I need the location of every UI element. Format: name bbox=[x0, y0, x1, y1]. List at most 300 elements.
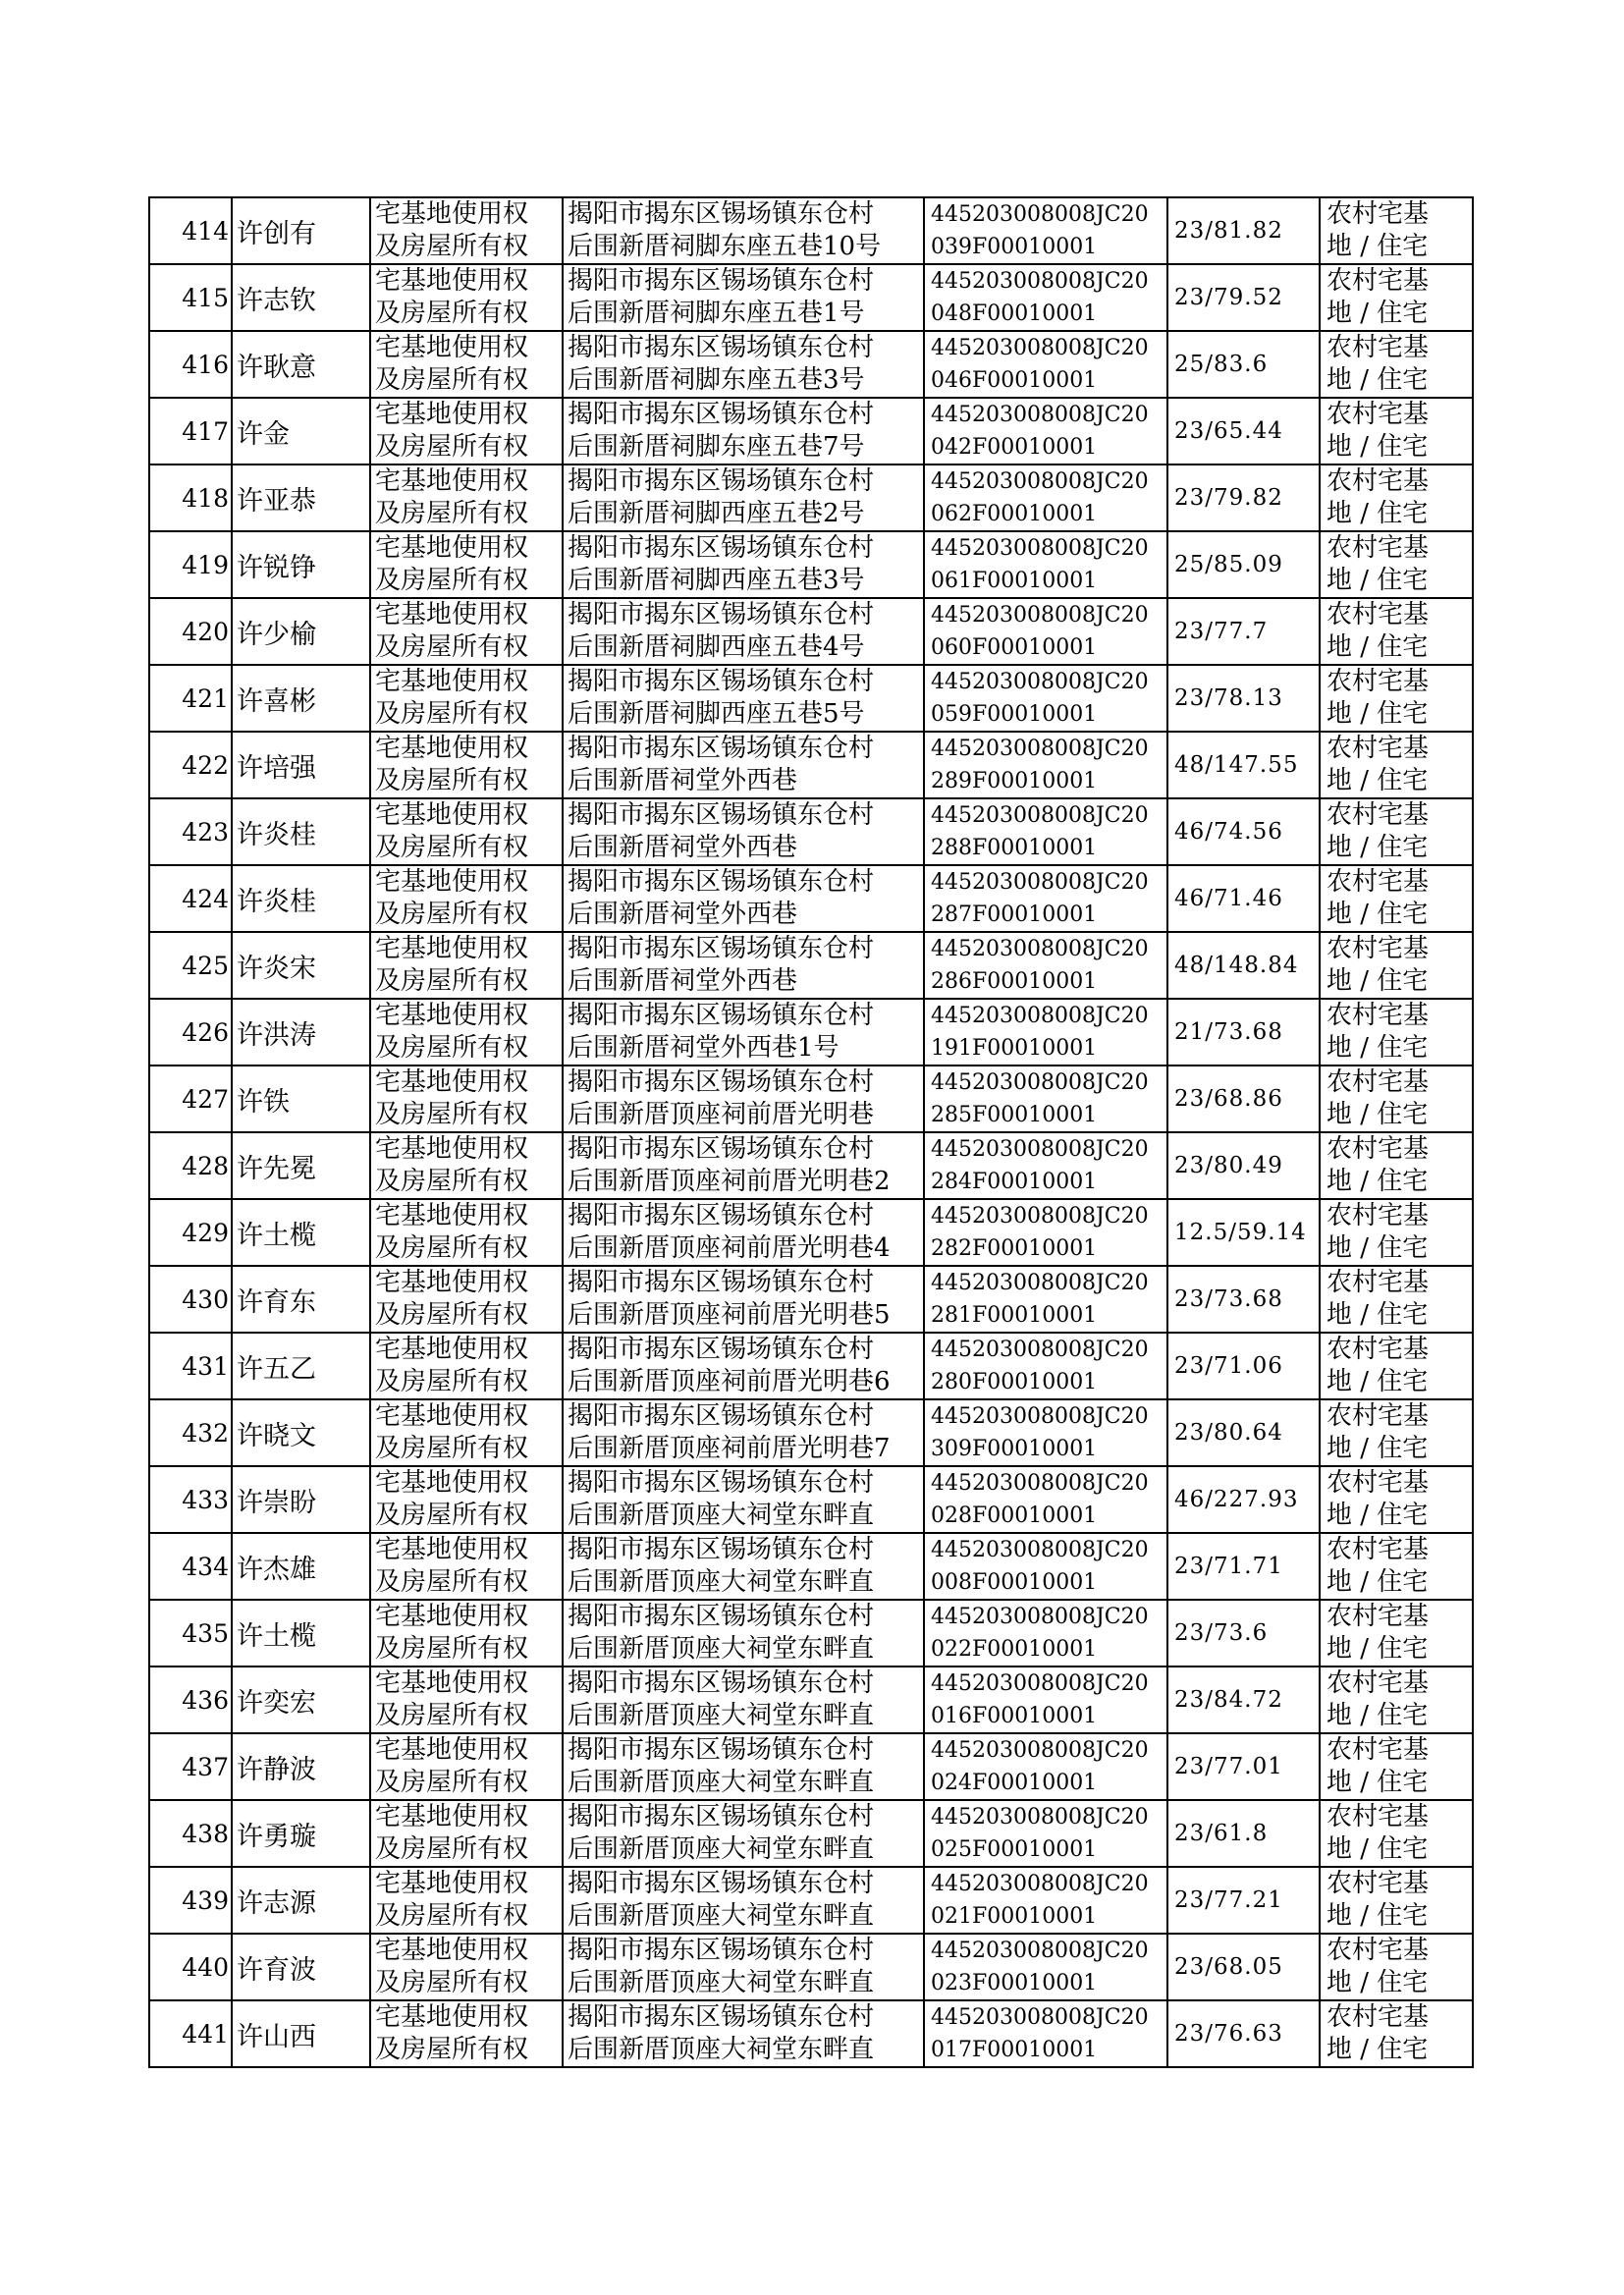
right-type-text: 宅基地使用权 bbox=[375, 1668, 529, 1698]
row-number-text: 421 bbox=[182, 683, 229, 713]
location-text: 揭阳市揭东区锡场镇东仓村 bbox=[568, 1201, 875, 1230]
location-text: 后围新厝祠堂外西巷 bbox=[568, 766, 798, 795]
unit-code-text: 285F00010001 bbox=[931, 1103, 1098, 1127]
area-text: 23/65.44 bbox=[1174, 417, 1283, 444]
usage-text: 地 / 住宅 bbox=[1326, 1567, 1429, 1597]
right-type-cell bbox=[370, 732, 563, 798]
usage-text: 农村宅基 bbox=[1326, 2002, 1430, 2032]
unit-code-text: 059F00010001 bbox=[931, 702, 1098, 727]
usage-text: 地 / 住宅 bbox=[1326, 1100, 1429, 1129]
table-row bbox=[149, 1667, 1473, 1733]
owner-name-text: 许耿意 bbox=[237, 352, 316, 383]
area-text: 23/80.49 bbox=[1174, 1152, 1283, 1178]
row-number-cell bbox=[149, 1600, 232, 1667]
row-number-text: 432 bbox=[182, 1418, 229, 1448]
location-text: 后围新厝祠脚西座五巷4号 bbox=[568, 632, 865, 662]
location-cell bbox=[563, 1132, 924, 1199]
right-type-text: 宅基地使用权 bbox=[375, 1602, 529, 1631]
owner-name-text: 许静波 bbox=[237, 1754, 316, 1785]
right-type-cell bbox=[370, 1266, 563, 1333]
right-type-text: 宅基地使用权 bbox=[375, 199, 529, 229]
unit-code-cell bbox=[924, 1934, 1167, 2000]
location-text: 揭阳市揭东区锡场镇东仓村 bbox=[568, 734, 875, 763]
usage-text: 农村宅基 bbox=[1326, 333, 1430, 362]
usage-text: 农村宅基 bbox=[1326, 600, 1430, 629]
table-row bbox=[149, 2000, 1473, 2067]
location-text: 后围新厝祠堂外西巷 bbox=[568, 833, 798, 862]
right-type-cell bbox=[370, 798, 563, 865]
row-number-text: 419 bbox=[182, 550, 229, 579]
area-cell bbox=[1167, 1867, 1320, 1934]
owner-name-text: 许育东 bbox=[237, 1286, 316, 1318]
right-type-cell bbox=[370, 1533, 563, 1600]
usage-text: 农村宅基 bbox=[1326, 1134, 1430, 1164]
right-type-cell bbox=[370, 1867, 563, 1934]
table-row bbox=[149, 732, 1473, 798]
unit-code-cell bbox=[924, 331, 1167, 398]
unit-code-text: 445203008008JC20 bbox=[931, 1939, 1149, 1963]
location-text: 揭阳市揭东区锡场镇东仓村 bbox=[568, 1535, 875, 1564]
row-number-text: 416 bbox=[182, 350, 229, 379]
owner-name-cell bbox=[232, 1934, 370, 2000]
table-row bbox=[149, 865, 1473, 932]
unit-code-text: 191F00010001 bbox=[931, 1036, 1098, 1061]
right-type-text: 及房屋所有权 bbox=[375, 1300, 529, 1330]
row-number-text: 441 bbox=[182, 2019, 229, 2049]
unit-code-text: 445203008008JC20 bbox=[931, 803, 1149, 828]
location-cell bbox=[563, 398, 924, 464]
location-text: 后围新厝祠堂外西巷1号 bbox=[568, 1033, 839, 1063]
area-text: 23/77.7 bbox=[1174, 618, 1269, 644]
location-text: 揭阳市揭东区锡场镇东仓村 bbox=[568, 1869, 875, 1898]
usage-text: 农村宅基 bbox=[1326, 1735, 1430, 1765]
usage-text: 地 / 住宅 bbox=[1326, 566, 1429, 595]
usage-text: 农村宅基 bbox=[1326, 1668, 1430, 1698]
table-row bbox=[149, 331, 1473, 398]
table-row bbox=[149, 197, 1473, 264]
unit-code-text: 445203008008JC20 bbox=[931, 603, 1149, 628]
owner-name-cell bbox=[232, 2000, 370, 2067]
unit-code-text: 445203008008JC20 bbox=[931, 336, 1149, 360]
unit-code-text: 016F00010001 bbox=[931, 1704, 1098, 1728]
location-cell bbox=[563, 1066, 924, 1132]
area-cell bbox=[1167, 1667, 1320, 1733]
area-text: 23/79.52 bbox=[1174, 284, 1283, 310]
area-text: 12.5/59.14 bbox=[1174, 1219, 1307, 1245]
area-text: 23/84.72 bbox=[1174, 1686, 1283, 1713]
unit-code-text: 042F00010001 bbox=[931, 435, 1098, 460]
area-cell bbox=[1167, 398, 1320, 464]
location-text: 后围新厝顶座大祠堂东畔直 bbox=[568, 1701, 875, 1730]
row-number-text: 433 bbox=[182, 1485, 229, 1514]
usage-text: 地 / 住宅 bbox=[1326, 833, 1429, 862]
register-table-container bbox=[148, 196, 1474, 2068]
unit-code-text: 445203008008JC20 bbox=[931, 1004, 1149, 1028]
area-text: 46/227.93 bbox=[1174, 1486, 1299, 1512]
row-number-cell bbox=[149, 1667, 232, 1733]
usage-text: 地 / 住宅 bbox=[1326, 499, 1429, 528]
unit-code-text: 445203008008JC20 bbox=[931, 2005, 1149, 2030]
owner-name-cell bbox=[232, 798, 370, 865]
usage-text: 地 / 住宅 bbox=[1326, 1968, 1429, 1997]
owner-name-text: 许志源 bbox=[237, 1887, 316, 1919]
owner-name-cell bbox=[232, 598, 370, 665]
right-type-cell bbox=[370, 264, 563, 331]
usage-text: 农村宅基 bbox=[1326, 1001, 1430, 1030]
location-text: 揭阳市揭东区锡场镇东仓村 bbox=[568, 1735, 875, 1765]
right-type-cell bbox=[370, 531, 563, 598]
location-text: 后围新厝顶座祠前厝光明巷6 bbox=[568, 1367, 891, 1396]
location-text: 揭阳市揭东区锡场镇东仓村 bbox=[568, 1134, 875, 1164]
right-type-cell bbox=[370, 1600, 563, 1667]
right-type-text: 宅基地使用权 bbox=[375, 1134, 529, 1164]
unit-code-text: 445203008008JC20 bbox=[931, 870, 1149, 895]
location-text: 后围新厝祠堂外西巷 bbox=[568, 966, 798, 996]
right-type-text: 宅基地使用权 bbox=[375, 734, 529, 763]
unit-code-text: 286F00010001 bbox=[931, 969, 1098, 994]
area-cell bbox=[1167, 932, 1320, 999]
location-text: 后围新厝顶座大祠堂东畔直 bbox=[568, 1567, 875, 1597]
owner-name-cell bbox=[232, 197, 370, 264]
usage-cell bbox=[1320, 1266, 1473, 1333]
unit-code-cell bbox=[924, 1733, 1167, 1800]
row-number-cell bbox=[149, 1800, 232, 1867]
unit-code-text: 028F00010001 bbox=[931, 1503, 1098, 1528]
right-type-text: 及房屋所有权 bbox=[375, 1167, 529, 1196]
usage-text: 地 / 住宅 bbox=[1326, 1901, 1429, 1931]
row-number-text: 434 bbox=[182, 1552, 229, 1581]
area-text: 23/73.68 bbox=[1174, 1285, 1283, 1312]
usage-text: 地 / 住宅 bbox=[1326, 966, 1429, 996]
usage-cell bbox=[1320, 331, 1473, 398]
row-number-cell bbox=[149, 999, 232, 1066]
unit-code-text: 008F00010001 bbox=[931, 1570, 1098, 1595]
table-row bbox=[149, 999, 1473, 1066]
usage-text: 农村宅基 bbox=[1326, 1067, 1430, 1097]
usage-cell bbox=[1320, 1934, 1473, 2000]
unit-code-cell bbox=[924, 1199, 1167, 1266]
usage-text: 地 / 住宅 bbox=[1326, 699, 1429, 729]
usage-text: 地 / 住宅 bbox=[1326, 1033, 1429, 1063]
location-text: 揭阳市揭东区锡场镇东仓村 bbox=[568, 400, 875, 429]
location-cell bbox=[563, 531, 924, 598]
location-cell bbox=[563, 2000, 924, 2067]
location-text: 后围新厝祠脚东座五巷7号 bbox=[568, 432, 865, 462]
location-cell bbox=[563, 1934, 924, 2000]
table-row bbox=[149, 665, 1473, 732]
table-row bbox=[149, 1867, 1473, 1934]
usage-cell bbox=[1320, 999, 1473, 1066]
location-text: 揭阳市揭东区锡场镇东仓村 bbox=[568, 1001, 875, 1030]
row-number-text: 414 bbox=[182, 216, 229, 246]
location-cell bbox=[563, 1733, 924, 1800]
right-type-text: 及房屋所有权 bbox=[375, 499, 529, 528]
unit-code-text: 282F00010001 bbox=[931, 1236, 1098, 1261]
owner-name-cell bbox=[232, 1600, 370, 1667]
right-type-text: 及房屋所有权 bbox=[375, 1834, 529, 1864]
location-text: 后围新厝顶座大祠堂东畔直 bbox=[568, 1901, 875, 1931]
owner-name-text: 许培强 bbox=[237, 752, 316, 784]
area-text: 23/77.01 bbox=[1174, 1753, 1283, 1779]
right-type-text: 宅基地使用权 bbox=[375, 1802, 529, 1831]
row-number-text: 430 bbox=[182, 1284, 229, 1314]
location-text: 后围新厝顶座大祠堂东畔直 bbox=[568, 1834, 875, 1864]
usage-cell bbox=[1320, 398, 1473, 464]
area-cell bbox=[1167, 798, 1320, 865]
right-type-cell bbox=[370, 1399, 563, 1466]
table-row bbox=[149, 1132, 1473, 1199]
right-type-cell bbox=[370, 598, 563, 665]
area-text: 23/61.8 bbox=[1174, 1820, 1269, 1846]
usage-text: 农村宅基 bbox=[1326, 934, 1430, 963]
location-cell bbox=[563, 865, 924, 932]
unit-code-cell bbox=[924, 1266, 1167, 1333]
unit-code-text: 309F00010001 bbox=[931, 1437, 1098, 1461]
location-text: 后围新厝顶座祠前厝光明巷4 bbox=[568, 1233, 891, 1263]
unit-code-text: 445203008008JC20 bbox=[931, 469, 1149, 494]
usage-cell bbox=[1320, 932, 1473, 999]
table-row bbox=[149, 1600, 1473, 1667]
location-cell bbox=[563, 1600, 924, 1667]
row-number-cell bbox=[149, 1399, 232, 1466]
usage-text: 农村宅基 bbox=[1326, 1268, 1430, 1297]
right-type-cell bbox=[370, 1066, 563, 1132]
location-cell bbox=[563, 598, 924, 665]
row-number-text: 431 bbox=[182, 1351, 229, 1381]
area-cell bbox=[1167, 464, 1320, 531]
unit-code-cell bbox=[924, 531, 1167, 598]
row-number-cell bbox=[149, 2000, 232, 2067]
unit-code-cell bbox=[924, 1667, 1167, 1733]
owner-name-text: 许土榄 bbox=[237, 1620, 316, 1652]
usage-text: 农村宅基 bbox=[1326, 867, 1430, 897]
right-type-text: 及房屋所有权 bbox=[375, 699, 529, 729]
area-cell bbox=[1167, 665, 1320, 732]
row-number-cell bbox=[149, 865, 232, 932]
area-text: 48/147.55 bbox=[1174, 751, 1299, 778]
usage-text: 地 / 住宅 bbox=[1326, 1834, 1429, 1864]
area-cell bbox=[1167, 1934, 1320, 2000]
unit-code-text: 023F00010001 bbox=[931, 1971, 1098, 1995]
owner-name-cell bbox=[232, 1533, 370, 1600]
table-row bbox=[149, 531, 1473, 598]
area-cell bbox=[1167, 732, 1320, 798]
unit-code-text: 445203008008JC20 bbox=[931, 737, 1149, 761]
unit-code-text: 445203008008JC20 bbox=[931, 1338, 1149, 1362]
usage-text: 农村宅基 bbox=[1326, 667, 1430, 696]
location-text: 后围新厝祠堂外西巷 bbox=[568, 900, 798, 929]
location-text: 揭阳市揭东区锡场镇东仓村 bbox=[568, 1268, 875, 1297]
row-number-text: 425 bbox=[182, 951, 229, 980]
usage-text: 地 / 住宅 bbox=[1326, 1701, 1429, 1730]
usage-cell bbox=[1320, 1132, 1473, 1199]
unit-code-text: 288F00010001 bbox=[931, 836, 1098, 860]
table-row bbox=[149, 798, 1473, 865]
owner-name-text: 许金 bbox=[237, 418, 290, 450]
usage-text: 农村宅基 bbox=[1326, 1468, 1430, 1498]
unit-code-text: 046F00010001 bbox=[931, 368, 1098, 393]
unit-code-text: 024F00010001 bbox=[931, 1771, 1098, 1795]
usage-text: 农村宅基 bbox=[1326, 800, 1430, 830]
unit-code-cell bbox=[924, 1466, 1167, 1533]
row-number-text: 440 bbox=[182, 1952, 229, 1982]
usage-cell bbox=[1320, 264, 1473, 331]
right-type-cell bbox=[370, 1800, 563, 1867]
table-row bbox=[149, 1800, 1473, 1867]
location-text: 揭阳市揭东区锡场镇东仓村 bbox=[568, 1668, 875, 1698]
owner-name-text: 许育波 bbox=[237, 1954, 316, 1986]
right-type-text: 及房屋所有权 bbox=[375, 1634, 529, 1664]
owner-name-cell bbox=[232, 1399, 370, 1466]
location-cell bbox=[563, 1667, 924, 1733]
right-type-text: 及房屋所有权 bbox=[375, 1033, 529, 1063]
right-type-text: 宅基地使用权 bbox=[375, 1468, 529, 1498]
area-text: 23/76.63 bbox=[1174, 2020, 1283, 2047]
unit-code-cell bbox=[924, 1333, 1167, 1399]
row-number-text: 423 bbox=[182, 817, 229, 847]
row-number-text: 422 bbox=[182, 750, 229, 780]
row-number-cell bbox=[149, 665, 232, 732]
right-type-text: 及房屋所有权 bbox=[375, 2035, 529, 2064]
owner-name-text: 许炎宋 bbox=[237, 953, 316, 984]
unit-code-text: 284F00010001 bbox=[931, 1170, 1098, 1194]
row-number-cell bbox=[149, 1867, 232, 1934]
right-type-text: 宅基地使用权 bbox=[375, 466, 529, 496]
owner-name-cell bbox=[232, 1333, 370, 1399]
usage-cell bbox=[1320, 665, 1473, 732]
unit-code-cell bbox=[924, 464, 1167, 531]
location-text: 后围新厝顶座大祠堂东畔直 bbox=[568, 1634, 875, 1664]
right-type-cell bbox=[370, 1934, 563, 2000]
location-cell bbox=[563, 1266, 924, 1333]
usage-text: 地 / 住宅 bbox=[1326, 2035, 1429, 2064]
owner-name-text: 许五乙 bbox=[237, 1353, 316, 1385]
right-type-text: 宅基地使用权 bbox=[375, 266, 529, 296]
owner-name-text: 许山西 bbox=[237, 2021, 316, 2052]
unit-code-text: 445203008008JC20 bbox=[931, 1404, 1149, 1429]
area-cell bbox=[1167, 1333, 1320, 1399]
location-cell bbox=[563, 197, 924, 264]
table-row bbox=[149, 1266, 1473, 1333]
right-type-text: 及房屋所有权 bbox=[375, 1367, 529, 1396]
usage-text: 地 / 住宅 bbox=[1326, 1167, 1429, 1196]
location-text: 后围新厝祠脚东座五巷10号 bbox=[568, 232, 882, 261]
unit-code-text: 061F00010001 bbox=[931, 569, 1098, 593]
location-text: 后围新厝顶座祠前厝光明巷 bbox=[568, 1100, 875, 1129]
right-type-text: 及房屋所有权 bbox=[375, 900, 529, 929]
usage-cell bbox=[1320, 1399, 1473, 1466]
location-text: 揭阳市揭东区锡场镇东仓村 bbox=[568, 2002, 875, 2032]
owner-name-text: 许杰雄 bbox=[237, 1554, 316, 1585]
usage-text: 地 / 住宅 bbox=[1326, 1501, 1429, 1530]
table-row bbox=[149, 1934, 1473, 2000]
unit-code-text: 062F00010001 bbox=[931, 502, 1098, 526]
location-text: 揭阳市揭东区锡场镇东仓村 bbox=[568, 1802, 875, 1831]
location-text: 揭阳市揭东区锡场镇东仓村 bbox=[568, 533, 875, 563]
right-type-cell bbox=[370, 1132, 563, 1199]
location-text: 后围新厝顶座祠前厝光明巷7 bbox=[568, 1434, 891, 1463]
row-number-text: 424 bbox=[182, 884, 229, 913]
location-cell bbox=[563, 932, 924, 999]
row-number-cell bbox=[149, 798, 232, 865]
usage-cell bbox=[1320, 1533, 1473, 1600]
location-text: 后围新厝祠脚西座五巷3号 bbox=[568, 566, 865, 595]
owner-name-text: 许先冕 bbox=[237, 1153, 316, 1184]
usage-text: 地 / 住宅 bbox=[1326, 1634, 1429, 1664]
location-cell bbox=[563, 798, 924, 865]
area-cell bbox=[1167, 1399, 1320, 1466]
owner-name-cell bbox=[232, 665, 370, 732]
row-number-text: 435 bbox=[182, 1618, 229, 1648]
area-text: 23/73.6 bbox=[1174, 1619, 1269, 1646]
owner-name-text: 许炎桂 bbox=[237, 819, 316, 850]
right-type-cell bbox=[370, 331, 563, 398]
right-type-text: 宅基地使用权 bbox=[375, 867, 529, 897]
table-row bbox=[149, 1199, 1473, 1266]
usage-text: 农村宅基 bbox=[1326, 734, 1430, 763]
usage-cell bbox=[1320, 531, 1473, 598]
usage-text: 地 / 住宅 bbox=[1326, 1768, 1429, 1797]
area-text: 25/85.09 bbox=[1174, 551, 1283, 577]
area-cell bbox=[1167, 2000, 1320, 2067]
owner-name-text: 许洪涛 bbox=[237, 1019, 316, 1051]
right-type-text: 及房屋所有权 bbox=[375, 1233, 529, 1263]
right-type-text: 宅基地使用权 bbox=[375, 1335, 529, 1364]
row-number-cell bbox=[149, 197, 232, 264]
usage-text: 农村宅基 bbox=[1326, 199, 1430, 229]
unit-code-cell bbox=[924, 197, 1167, 264]
right-type-text: 宅基地使用权 bbox=[375, 600, 529, 629]
table-row bbox=[149, 264, 1473, 331]
location-cell bbox=[563, 1867, 924, 1934]
right-type-text: 宅基地使用权 bbox=[375, 400, 529, 429]
unit-code-text: 048F00010001 bbox=[931, 301, 1098, 326]
right-type-cell bbox=[370, 2000, 563, 2067]
usage-cell bbox=[1320, 1867, 1473, 1934]
unit-code-cell bbox=[924, 1800, 1167, 1867]
row-number-cell bbox=[149, 598, 232, 665]
right-type-text: 宅基地使用权 bbox=[375, 800, 529, 830]
right-type-text: 宅基地使用权 bbox=[375, 1735, 529, 1765]
owner-name-cell bbox=[232, 1132, 370, 1199]
location-text: 揭阳市揭东区锡场镇东仓村 bbox=[568, 266, 875, 296]
usage-text: 地 / 住宅 bbox=[1326, 432, 1429, 462]
location-cell bbox=[563, 464, 924, 531]
area-text: 46/71.46 bbox=[1174, 885, 1283, 911]
usage-text: 农村宅基 bbox=[1326, 1869, 1430, 1898]
usage-text: 农村宅基 bbox=[1326, 1936, 1430, 1965]
area-cell bbox=[1167, 1533, 1320, 1600]
right-type-cell bbox=[370, 665, 563, 732]
right-type-cell bbox=[370, 932, 563, 999]
row-number-text: 428 bbox=[182, 1151, 229, 1180]
row-number-text: 417 bbox=[182, 416, 229, 446]
location-text: 后围新厝祠脚东座五巷3号 bbox=[568, 365, 865, 395]
usage-cell bbox=[1320, 1667, 1473, 1733]
location-cell bbox=[563, 1399, 924, 1466]
right-type-text: 及房屋所有权 bbox=[375, 232, 529, 261]
location-text: 揭阳市揭东区锡场镇东仓村 bbox=[568, 199, 875, 229]
location-text: 后围新厝顶座大祠堂东畔直 bbox=[568, 1968, 875, 1997]
owner-name-cell bbox=[232, 732, 370, 798]
unit-code-cell bbox=[924, 1066, 1167, 1132]
owner-name-text: 许土榄 bbox=[237, 1220, 316, 1251]
owner-name-cell bbox=[232, 1733, 370, 1800]
unit-code-text: 445203008008JC20 bbox=[931, 1204, 1149, 1229]
owner-name-text: 许晓文 bbox=[237, 1420, 316, 1451]
location-text: 揭阳市揭东区锡场镇东仓村 bbox=[568, 1936, 875, 1965]
right-type-text: 及房屋所有权 bbox=[375, 1567, 529, 1597]
